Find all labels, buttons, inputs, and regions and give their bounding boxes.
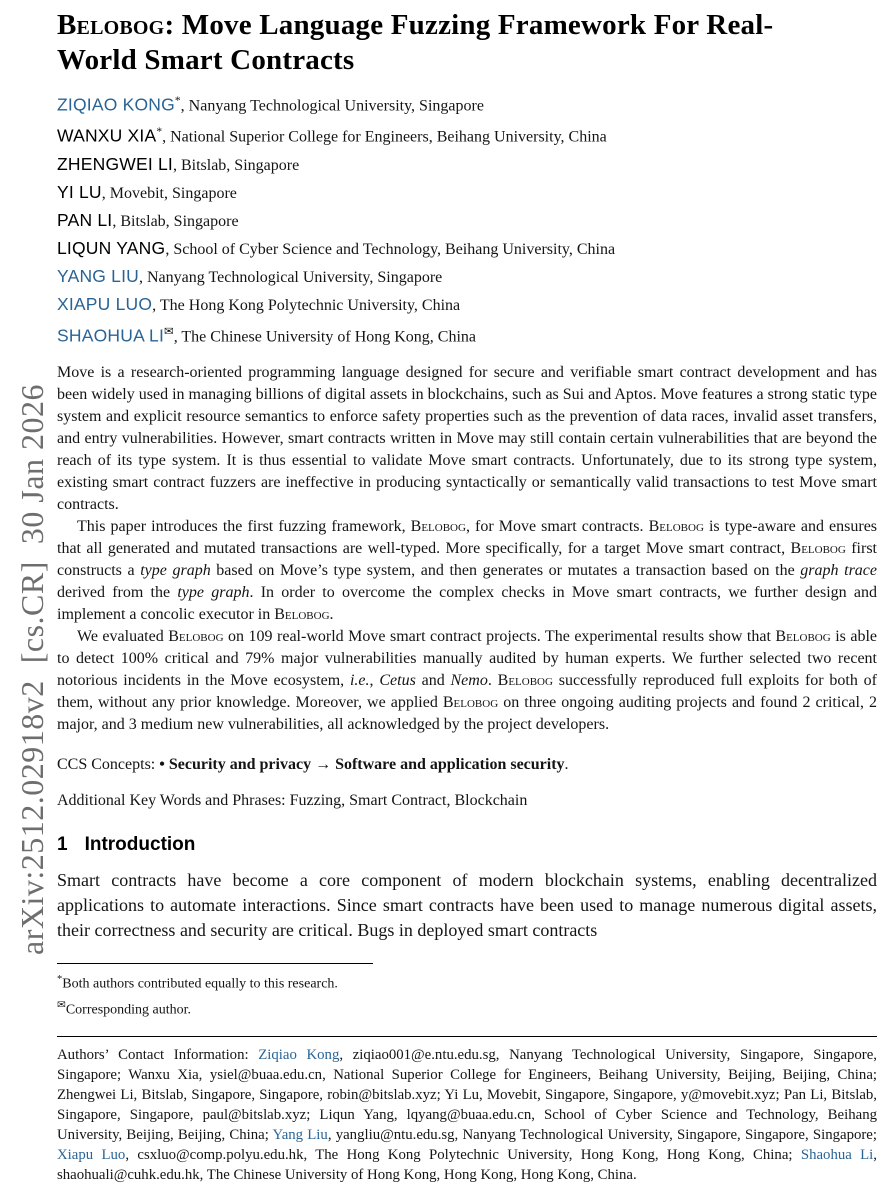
contact-rule (57, 1036, 877, 1037)
text-link[interactable]: Yang Liu (272, 1127, 328, 1144)
text-segment: is type-aware and ensures that all generated and mutated transactions are well-typed. More specifically, for a target Move smart contract, (57, 517, 878, 557)
text-link[interactable]: Shaohua Li (800, 1147, 874, 1164)
footnote-marker: ✉ (57, 999, 66, 1011)
text-segment: successfully reproduced full exploits for both of them, without any prior knowledge. Moreover, we applied (57, 671, 878, 711)
author-footnote-marker: * (156, 126, 163, 139)
abstract-paragraph (57, 516, 877, 626)
author-row (57, 88, 877, 119)
author-affiliation: , Nanyang Technological University, Singapore (180, 97, 484, 115)
author-name[interactable]: YANG LIU (57, 265, 139, 286)
italic-text: i.e. (349, 671, 370, 689)
italic-text: Nemo (450, 671, 488, 689)
author-row (57, 119, 877, 150)
author-row (57, 291, 877, 319)
paper-title (57, 8, 787, 78)
author-list (57, 88, 877, 350)
author-affiliation: , The Chinese University of Hong Kong, China (173, 327, 477, 345)
footnote-rule (57, 963, 373, 964)
keywords: Additional Key Words and Phrases: Fuzzing, Smart Contract, Blockchain (57, 791, 528, 809)
text-segment: Move is a research-oriented programming language designed for secure and verifiable smart contract development and has been widely used in managing billions of digital assets in blockchains, such as Sui and Aptos. Move features a strong static type system and explicit resource semantics to enforce safety properties such as the prevention of data races, invalid asset transfers, and entry vulnerabilities. However, smart contracts written in Move may still contain certain vulnerabilities that are beyond the reach of its type system. It is thus essential to validate Move smart contracts. Unfortunately, due to its strong type system, existing smart contract fuzzers are ineffective in producing syntactically or semantically valid transactions to test Move smart contracts. (57, 363, 877, 513)
text-segment: . (329, 605, 334, 623)
footnote-text: Both authors contributed equally to this research. (62, 976, 338, 992)
author-name: ZHENGWEI LI (57, 153, 173, 174)
smallcaps-text: Belobog (775, 627, 831, 645)
text-link[interactable]: Xiapu Luo (57, 1147, 126, 1164)
footnote (57, 995, 877, 1021)
smallcaps-text: Belobog (57, 9, 165, 41)
footer-area (57, 963, 877, 1185)
text-segment: This paper introduces the first fuzzing framework, (77, 517, 411, 535)
author-affiliation: , Nanyang Technological University, Singapore (139, 268, 443, 286)
text-segment: based on Move’s type system, and then generates or mutates a transaction based on the (210, 561, 801, 579)
footnote (57, 969, 877, 995)
ccs-concepts (57, 754, 877, 776)
italic-text: Cetus (379, 671, 416, 689)
text-segment: , for Move smart contracts. (465, 517, 649, 535)
author-name[interactable]: SHAOHUA LI (57, 324, 165, 345)
section-title: Introduction (84, 833, 196, 855)
abstract (57, 362, 877, 736)
footnote-text: Corresponding author. (65, 1002, 192, 1018)
author-row (57, 319, 877, 350)
text-segment: . In order to overcome the complex checks in Move smart contracts, we further design and implement a concolic executor in (57, 583, 878, 623)
text-segment: and (415, 671, 451, 689)
author-row (57, 151, 877, 179)
arxiv-watermark: arXiv:2512.02918v2 [cs.CR] 30 Jan 2026 (14, 383, 50, 955)
italic-text: type graph (140, 561, 211, 579)
smallcaps-text: Belobog (410, 517, 466, 535)
text-segment: We evaluated (77, 627, 169, 645)
author-footnote-marker: * (174, 95, 181, 107)
abstract-paragraph (57, 362, 877, 516)
smallcaps-text: Belobog (168, 627, 224, 645)
intro-paragraph: Smart contracts have become a core component of modern blockchain systems, enabling decentralized applications to automate interactions. Since smart contracts have been used to manage numerous digital assets, their correctness and security are critical. Bugs in deployed smart contracts (57, 869, 877, 940)
author-name: WANXU XIA (57, 125, 157, 146)
author-affiliation: , Bitslab, Singapore (172, 156, 300, 174)
author-row (57, 263, 877, 291)
footnote-marker: * (57, 974, 63, 985)
author-affiliation: , Bitslab, Singapore (112, 212, 239, 230)
text-segment: , yangliu@ntu.edu.sg, Nanyang Technological University, Singapore, Singapore, Singapore; (327, 1127, 877, 1144)
text-segment: CCS Concepts: (57, 755, 160, 773)
text-segment: on 109 real-world Move smart contract projects. The experimental results show that (223, 627, 776, 645)
text-segment: Authors’ Contact Information: (57, 1047, 259, 1064)
smallcaps-text: Belobog (497, 671, 553, 689)
text-segment: , shaohuali@cuhk.edu.hk, The Chinese University of Hong Kong, Hong Kong, Hong Kong, China. (57, 1147, 877, 1184)
bold-text: Software and application security (335, 755, 565, 773)
author-row (57, 207, 877, 235)
author-row (57, 235, 877, 263)
text-segment: . (487, 671, 498, 689)
text-segment: . (564, 755, 569, 773)
author-name: LIQUN YANG (57, 237, 166, 258)
text-segment: first constructs a (57, 539, 878, 579)
author-name: YI LU (57, 181, 102, 202)
footnotes (57, 969, 877, 1020)
bold-text: Security and privacy (168, 755, 312, 773)
text-segment: → (311, 755, 336, 773)
author-row (57, 179, 877, 207)
author-name: PAN LI (57, 209, 113, 230)
text-segment: : Move Language Fuzzing Framework For Real-World Smart Contracts (57, 9, 774, 76)
italic-text: graph trace (800, 561, 877, 579)
paper-content (57, 8, 877, 943)
text-link[interactable]: Ziqiao Kong (258, 1047, 340, 1064)
text-segment: , csxluo@comp.polyu.edu.hk, The Hong Kong Polytechnic University, Hong Kong, Hong Kong, China; (125, 1147, 801, 1164)
text-segment: derived from the (57, 583, 178, 601)
text-segment: , ziqiao001@e.ntu.edu.sg, Nanyang Technological University, Singapore, Singapore, Singapore; Wanxu Xia, ysiel@buaa.edu.cn, National Superior College for Engineers, Beihang University, Beijing, Beijing, China; Zhengwei Li, Bitslab, Singapore, Singapore, robin@bitslab.xyz; Yi Lu, Movebit, Singapore, Singapore, y@movebit.xyz; Pan Li, Bitslab, Singapore, Singapore, paul@bitslab.xyz; Liqun Yang, lqyang@buaa.edu.cn, School of Cyber Science and Technology, Beihang University, Beijing, Beijing, China; (57, 1047, 877, 1144)
author-affiliation: , Movebit, Singapore (101, 184, 237, 202)
author-affiliation: , National Superior College for Engineers, Beihang University, China (162, 128, 607, 146)
author-affiliation: , School of Cyber Science and Technology, Beihang University, China (165, 240, 616, 258)
italic-text: type graph (177, 583, 250, 601)
text-segment: on three ongoing auditing projects and found 2 critical, 2 major, and 3 medium new vulnerabilities, all acknowledged by the project developers. (57, 693, 877, 733)
smallcaps-text: Belobog (648, 517, 704, 535)
section-number: 1 (57, 833, 68, 855)
smallcaps-text: Belobog (790, 539, 846, 557)
author-name[interactable]: XIAPU LUO (57, 293, 153, 314)
text-segment: , (369, 671, 380, 689)
smallcaps-text: Belobog (274, 605, 330, 623)
text-segment: is able to detect 100% critical and 79% major vulnerabilities manually audited by human experts. We further selected two recent notorious incidents in the Move ecosystem, (57, 627, 878, 689)
smallcaps-text: Belobog (442, 693, 499, 711)
author-affiliation: , The Hong Kong Polytechnic University, China (152, 296, 461, 314)
bold-text: • (159, 755, 169, 773)
author-name[interactable]: ZIQIAO KONG (57, 94, 175, 115)
author-footnote-marker: ✉ (164, 325, 174, 338)
abstract-paragraph (57, 626, 877, 736)
contact-info (57, 1045, 877, 1185)
section-heading-introduction (57, 834, 877, 856)
